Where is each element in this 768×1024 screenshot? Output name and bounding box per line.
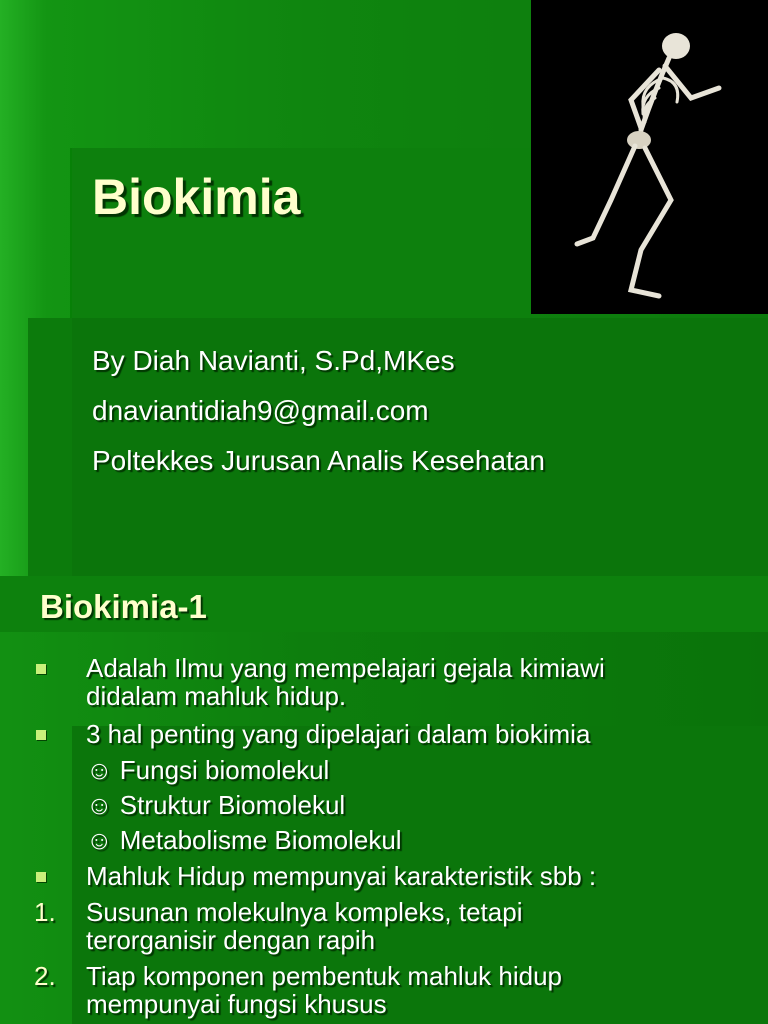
- slide-heading: Biokimia-1: [40, 588, 207, 625]
- list-item-line: Tiap komponen pembentuk mahluk hidup: [86, 961, 562, 991]
- list-item-line: ☺ Fungsi biomolekul: [86, 755, 330, 785]
- list-item-line: ☺ Metabolisme Biomolekul: [86, 825, 402, 855]
- author-email: dnaviantidiah9@gmail.com: [92, 395, 429, 426]
- bullet-square-icon: [36, 664, 46, 674]
- author-name: By Diah Navianti, S.Pd,MKes: [92, 345, 455, 376]
- author-info: [92, 336, 545, 486]
- list-number: 1.: [34, 897, 56, 927]
- author-institution: Poltekkes Jurusan Analis Kesehatan: [92, 445, 545, 476]
- skeleton-running-image: [531, 0, 768, 314]
- skeleton-icon: [531, 0, 768, 314]
- list-item-line: Mahluk Hidup mempunyai karakteristik sbb :: [86, 861, 597, 891]
- list-item-line: Adalah Ilmu yang mempelajari gejala kimiawi: [86, 653, 605, 683]
- slide-title: Biokimia: [92, 169, 301, 225]
- list-item-line: Susunan molekulnya kompleks, tetapi: [86, 897, 523, 927]
- list-item-line: ☺ Struktur Biomolekul: [86, 790, 346, 820]
- bullet-square-icon: [36, 872, 46, 882]
- list-item-line: 3 hal penting yang dipelajari dalam biokimia: [86, 719, 591, 749]
- bullet-square-icon: [36, 730, 46, 740]
- list-number: 2.: [34, 961, 56, 991]
- list-item-line: terorganisir dengan rapih: [86, 925, 376, 955]
- list-item-line: mempunyai fungsi khusus: [86, 989, 387, 1019]
- list-item-line: didalam mahluk hidup.: [86, 681, 347, 711]
